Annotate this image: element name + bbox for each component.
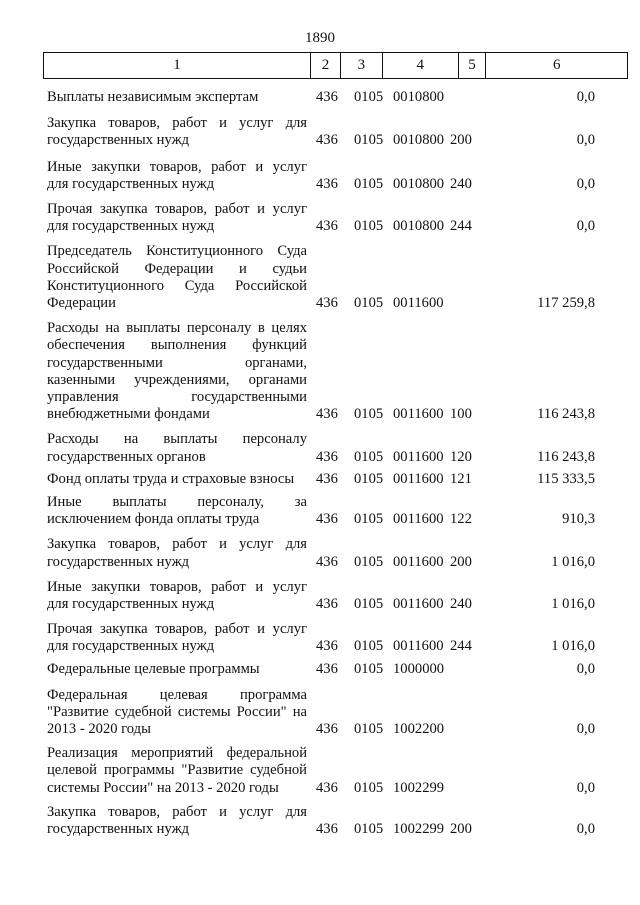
row-name-line: для государственных нужд [47, 218, 215, 235]
cell-target-article: 0011600 [393, 553, 444, 570]
cell-expense-type: 240 [450, 595, 472, 612]
cell-section: 0105 [354, 132, 384, 149]
cell-section: 0105 [354, 88, 384, 105]
cell-expense-type: 200 [450, 132, 472, 149]
cell-amount: 115 333,5 [537, 470, 595, 487]
row-name-line: государственных нужд [47, 821, 190, 838]
table-row [0, 320, 640, 423]
cell-target-article: 1002299 [393, 779, 445, 796]
cell-amount: 117 259,8 [537, 294, 595, 311]
cell-expense-type: 240 [450, 175, 472, 192]
row-name-line: государственных нужд [47, 132, 190, 149]
row-name [47, 89, 307, 106]
row-name [47, 431, 307, 465]
header-col-4: 4 [383, 53, 459, 78]
table-row [0, 89, 640, 106]
cell-target-article: 0011600 [393, 294, 444, 311]
cell-target-article: 0010800 [393, 218, 445, 235]
cell-amount: 0,0 [576, 661, 595, 678]
row-name-line: целевой программы "Развитие судебной [47, 762, 307, 779]
cell-target-article: 1000000 [393, 661, 445, 678]
cell-target-article: 0010800 [393, 88, 445, 105]
row-name [47, 745, 307, 797]
row-name-line: Иные закупки товаров, работ и услуг [47, 158, 307, 175]
table-row [0, 159, 640, 193]
budget-table-body [0, 82, 640, 838]
cell-target-article: 0011600 [393, 406, 444, 423]
cell-target-article: 0011600 [393, 511, 444, 528]
cell-administrator: 436 [316, 132, 338, 149]
cell-section: 0105 [354, 294, 384, 311]
page-number: 1890 [305, 30, 335, 46]
row-name-line: Расходы на выплаты персоналу в целях [47, 320, 307, 337]
cell-administrator: 436 [316, 511, 338, 528]
table-header [43, 52, 628, 79]
row-name-line: Иные закупки товаров, работ и услуг [47, 578, 307, 595]
cell-section: 0105 [354, 511, 384, 528]
header-col-3: 3 [341, 53, 383, 78]
row-name-line: 2013 - 2020 годы [47, 721, 151, 738]
row-name-line: "Развитие судебной системы России" на [47, 703, 307, 720]
table-row [0, 536, 640, 570]
cell-amount: 1 016,0 [551, 638, 595, 655]
cell-amount: 910,3 [562, 511, 595, 528]
row-name-line: системы России" на 2013 - 2020 годы [47, 779, 279, 796]
table-row [0, 494, 640, 528]
cell-section: 0105 [354, 218, 384, 235]
cell-administrator: 436 [316, 448, 338, 465]
row-name-line: Иные выплаты персоналу, за [47, 493, 307, 510]
table-row [0, 661, 640, 678]
row-name-line: Закупка товаров, работ и услуг для [47, 536, 307, 553]
row-name-line: для государственных нужд [47, 595, 215, 612]
row-name-line: Выплаты независимым экспертам [47, 89, 259, 105]
cell-administrator: 436 [316, 661, 338, 678]
cell-target-article: 1002299 [393, 821, 445, 838]
cell-expense-type: 100 [450, 406, 472, 423]
table-row [0, 471, 640, 488]
cell-target-article: 0011600 [393, 595, 444, 612]
cell-section: 0105 [354, 661, 384, 678]
row-name-line: исключением фонда оплаты труда [47, 511, 260, 528]
row-name [47, 471, 307, 488]
cell-expense-type: 200 [450, 821, 472, 838]
row-name-line: казенными учреждениями, органами [47, 371, 307, 388]
row-name-line: Конституционного Суда Российской [47, 277, 307, 294]
table-row [0, 115, 640, 149]
row-name [47, 201, 307, 235]
cell-expense-type: 120 [450, 448, 472, 465]
cell-section: 0105 [354, 175, 384, 192]
cell-expense-type: 200 [450, 553, 472, 570]
header-col-6: 6 [552, 57, 561, 73]
cell-administrator: 436 [316, 406, 338, 423]
row-name [47, 243, 307, 312]
row-name [47, 159, 307, 193]
row-name-line: Федерации [47, 294, 116, 311]
row-name-line: внебюджетными фондами [47, 406, 210, 423]
cell-section: 0105 [354, 406, 384, 423]
cell-administrator: 436 [316, 721, 338, 738]
row-name-line: Закупка товаров, работ и услуг для [47, 803, 307, 820]
table-row [0, 687, 640, 739]
cell-administrator: 436 [316, 638, 338, 655]
cell-administrator: 436 [316, 88, 338, 105]
row-name [47, 621, 307, 655]
cell-administrator: 436 [316, 821, 338, 838]
cell-amount: 0,0 [576, 821, 595, 838]
table-row [0, 579, 640, 613]
row-name-line: Прочая закупка товаров, работ и услуг [47, 621, 307, 638]
cell-target-article: 0011600 [393, 470, 444, 487]
cell-administrator: 436 [316, 218, 338, 235]
cell-administrator: 436 [316, 175, 338, 192]
cell-expense-type: 122 [450, 511, 472, 528]
cell-amount: 0,0 [576, 218, 595, 235]
row-name [47, 115, 307, 149]
cell-section: 0105 [354, 595, 384, 612]
row-name-line: государственных органов [47, 448, 206, 465]
row-name [47, 661, 307, 678]
table-row [0, 804, 640, 838]
table-row [0, 745, 640, 797]
row-name-line: Реализация мероприятий федеральной [47, 745, 307, 762]
row-name-line: Закупка товаров, работ и услуг для [47, 115, 307, 132]
row-name-line: государственными органами, [47, 354, 307, 371]
cell-amount: 116 243,8 [537, 406, 595, 423]
table-row [0, 431, 640, 465]
row-name-line: Фонд оплаты труда и страховые взносы [47, 470, 295, 487]
row-name-line: Председатель Конституционного Суда [47, 243, 307, 260]
cell-administrator: 436 [316, 779, 338, 796]
cell-section: 0105 [354, 779, 384, 796]
cell-administrator: 436 [316, 553, 338, 570]
table-row [0, 243, 640, 312]
row-name [47, 494, 307, 528]
row-name-line: государственных нужд [47, 553, 190, 570]
row-name [47, 320, 307, 423]
row-name [47, 536, 307, 570]
cell-target-article: 1002200 [393, 721, 445, 738]
cell-section: 0105 [354, 821, 384, 838]
cell-amount: 0,0 [576, 779, 595, 796]
row-name-line: Расходы на выплаты персоналу [47, 431, 307, 448]
cell-administrator: 436 [316, 294, 338, 311]
row-name-line: обеспечения выполнения функций [47, 337, 307, 354]
cell-section: 0105 [354, 553, 384, 570]
cell-target-article: 0010800 [393, 175, 445, 192]
cell-section: 0105 [354, 470, 384, 487]
row-name-line: для государственных нужд [47, 638, 215, 655]
row-name-line: Федеральная целевая программа [47, 686, 307, 703]
cell-expense-type: 244 [450, 638, 472, 655]
row-name-line: Российской Федерации и судьи [47, 260, 307, 277]
row-name-line: Федеральные целевые программы [47, 661, 260, 678]
row-name-line: Прочая закупка товаров, работ и услуг [47, 200, 307, 217]
cell-section: 0105 [354, 638, 384, 655]
cell-amount: 0,0 [576, 721, 595, 738]
row-name [47, 804, 307, 838]
cell-administrator: 436 [316, 595, 338, 612]
header-col-5: 5 [459, 53, 487, 78]
cell-amount: 0,0 [576, 175, 595, 192]
row-name-line: для государственных нужд [47, 175, 215, 192]
table-row [0, 201, 640, 235]
header-col-2: 2 [311, 53, 341, 78]
cell-target-article: 0011600 [393, 448, 444, 465]
cell-amount: 0,0 [576, 88, 595, 105]
cell-amount: 1 016,0 [551, 553, 595, 570]
cell-section: 0105 [354, 721, 384, 738]
cell-target-article: 0010800 [393, 132, 445, 149]
row-name-line: управления государственными [47, 388, 307, 405]
cell-administrator: 436 [316, 470, 338, 487]
header-col-1: 1 [44, 53, 311, 78]
cell-expense-type: 244 [450, 218, 472, 235]
row-name [47, 687, 307, 739]
cell-amount: 0,0 [576, 132, 595, 149]
cell-section: 0105 [354, 448, 384, 465]
row-name [47, 579, 307, 613]
table-row [0, 621, 640, 655]
cell-amount: 116 243,8 [537, 448, 595, 465]
cell-amount: 1 016,0 [551, 595, 595, 612]
cell-expense-type: 121 [450, 470, 472, 487]
cell-target-article: 0011600 [393, 638, 444, 655]
